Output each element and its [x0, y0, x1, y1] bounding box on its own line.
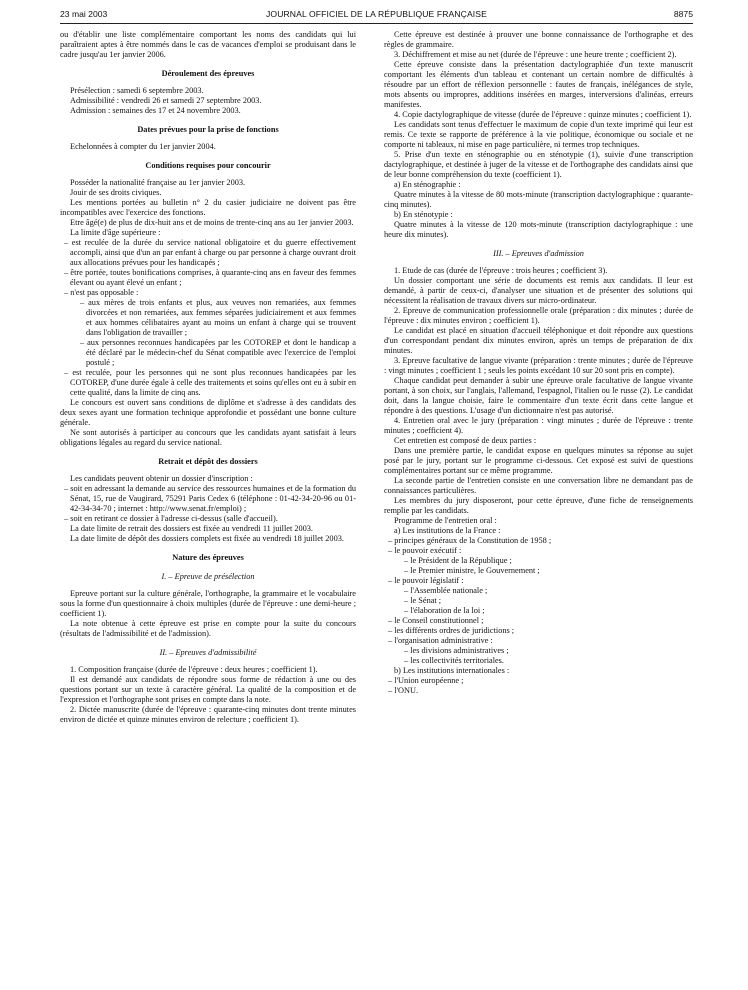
header-rule	[60, 23, 693, 24]
paragraph: La note obtenue à cette épreuve est prise en compte pour la suite du concours (résultats de l'admissibilité et de l'admission).	[60, 619, 356, 638]
list-item: – soit en adressant la demande au service des ressources humaines et de la formation du Sénat, 15, rue de Vaugirard, 75291 Paris Cedex 6 (téléphone : 01-42-34-20-96 ou 01-42-34-34-70 ; internet : http://www.senat.fr/emploi) ;	[64, 484, 356, 513]
list-item: – n'est pas opposable :	[64, 288, 139, 297]
list-subitem: – le Sénat ;	[404, 596, 442, 605]
paragraph: Dans une première partie, le candidat expose en quelques minutes sa réponse au sujet posé par le jury, portant sur le programme ci-dessous. Cet exposé est suivi de questions complémentaires portant sur ce même programme.	[384, 446, 693, 475]
paragraph: 1. Composition française (durée de l'épreuve : deux heures ; coefficient 1).	[70, 665, 318, 674]
paragraph: 5. Prise d'un texte en sténographie ou en sténotypie (1), suivie d'une transcription dactylographique, et destinée à juger de la vitesse et de l'orthographe des candidats ainsi que de leur bonne compréhension du texte (coefficient 1).	[384, 150, 693, 179]
paragraph: Le candidat est placé en situation d'accueil téléphonique et doit répondre aux questions d'un correspondant pendant dix minutes environ, après un temps de préparation de dix minutes.	[384, 326, 693, 355]
deroulement-line: Admissibilité : vendredi 26 et samedi 27 septembre 2003.	[70, 96, 262, 105]
list-item: – le pouvoir exécutif :	[388, 546, 462, 555]
paragraph: Les membres du jury disposeront, pour cette épreuve, d'une fiche de renseignements remplie par les candidats.	[384, 496, 693, 515]
paragraph: Cette épreuve consiste dans la présentation dactylographiée d'un texte manuscrit comportant les éléments d'un tableau et contenant un certain nombre de difficultés à résoudre par un effort de réflexion personnelle : fautes de français, inélégances de style, mots absents ou impropres, additions insérées en marges, interversions d'alinéas, erreurs manifestes.	[384, 60, 693, 109]
list-item: – être portée, toutes bonifications comprises, à quarante-cinq ans en faveur des femmes élevant ou ayant élevé un enfant ;	[64, 268, 356, 287]
list-item: – l'ONU.	[388, 686, 419, 695]
left-column	[60, 30, 356, 725]
dates-text: Echelonnées à compter du 1er janvier 2004.	[70, 142, 216, 151]
paragraph: Ne sont autorisés à participer au concours que les candidats ayant satisfait à leurs obligations légales au regard du service national.	[60, 428, 356, 447]
list-subitem: – l'Assemblée nationale ;	[404, 586, 488, 595]
paragraph: Les candidats peuvent obtenir un dossier d'inscription :	[70, 474, 253, 483]
deroulement-line: Admission : semaines des 17 et 24 novembre 2003.	[70, 106, 241, 115]
header-page-number: 8875	[673, 9, 693, 19]
header-date: 23 mai 2003	[60, 9, 108, 19]
paragraph: a) En sténographie :	[394, 180, 461, 189]
paragraph: Les mentions portées au bulletin n° 2 du casier judiciaire ne doivent pas être incompatibles avec l'exercice des fonctions.	[60, 198, 356, 217]
deroulement-line: Présélection : samedi 6 septembre 2003.	[70, 86, 204, 95]
paragraph: 4. Entretien oral avec le jury (préparation : vingt minutes ; durée de l'épreuve : trente minutes ; coefficient 4).	[384, 416, 693, 435]
paragraph: Jouir de ses droits civiques.	[70, 188, 162, 197]
subheading-preselection: I. – Epreuve de présélection	[161, 572, 255, 581]
paragraph: 3. Déchiffrement et mise au net (durée de l'épreuve : une heure trente ; coefficient 2).	[394, 50, 677, 59]
list-item: – soit en retirant ce dossier à l'adresse ci-dessus (salle d'accueil).	[64, 514, 278, 523]
paragraph: Posséder la nationalité française au 1er janvier 2003.	[70, 178, 246, 187]
list-item: – l'organisation administrative :	[388, 636, 493, 645]
paragraph: b) Les institutions internationales :	[394, 666, 510, 675]
heading-deroulement: Déroulement des épreuves	[161, 69, 255, 78]
list-item: – le Conseil constitutionnel ;	[388, 616, 484, 625]
paragraph: Un dossier comportant une série de documents est remis aux candidats. Il leur est demandé, à partir de ceux-ci, d'analyser une situation et de présenter des solutions qui nécessitent la réalisation de travaux divers sur micro-ordinateur.	[384, 276, 693, 305]
subheading-admission: III. – Epreuves d'admission	[493, 249, 584, 258]
paragraph: Programme de l'entretien oral :	[394, 516, 497, 525]
list-subitem: – le Premier ministre, le Gouvernement ;	[404, 566, 540, 575]
heading-retrait: Retrait et dépôt des dossiers	[158, 457, 258, 466]
list-subitem: – aux personnes reconnues handicapées par les COTOREP et dont le handicap a été déclaré par le médecin-chef du Sénat compatible avec l'exercice de l'emploi postulé ;	[80, 338, 356, 367]
list-item: – principes généraux de la Constitution de 1958 ;	[388, 536, 552, 545]
list-item: – l'Union européenne ;	[388, 676, 464, 685]
list-subitem: – l'élaboration de la loi ;	[404, 606, 485, 615]
paragraph: La date limite de dépôt des dossiers complets est fixée au vendredi 18 juillet 2003.	[70, 534, 344, 543]
header-title: JOURNAL OFFICIEL DE LA RÉPUBLIQUE FRANÇAISE	[266, 9, 487, 19]
paragraph: Cet entretien est composé de deux parties :	[394, 436, 537, 445]
heading-nature: Nature des épreuves	[172, 553, 244, 562]
heading-conditions: Conditions requises pour concourir	[145, 161, 271, 170]
list-item: – est reculée, pour les personnes qui ne sont plus reconnues handicapées par les COTOREP, d'une durée égale à celle des traitements et soins qu'elles ont eu à subir en cette qualité, dans la limite de cinq ans.	[64, 368, 356, 397]
subheading-admissibilite: II. – Epreuves d'admissibilité	[159, 648, 257, 657]
paragraph: La date limite de retrait des dossiers est fixée au vendredi 11 juillet 2003.	[70, 524, 313, 533]
paragraph: Etre âgé(e) de plus de dix-huit ans et de moins de trente-cinq ans au 1er janvier 2003.	[70, 218, 354, 227]
paragraph: Il est demandé aux candidats de répondre sous forme de rédaction à une ou des questions portant sur un texte à caractère général. La qualité de la composition et de l'expression et l'orthographe sont prises en compte dans la note.	[60, 675, 356, 704]
paragraph: 2. Dictée manuscrite (durée de l'épreuve : quarante-cinq minutes dont trente minutes environ de dictée et quinze minutes environ de relecture ; coefficient 1).	[60, 705, 356, 724]
heading-dates: Dates prévues pour la prise de fonctions	[137, 125, 279, 134]
paragraph: Cette épreuve est destinée à prouver une bonne connaissance de l'orthographe et des règles de grammaire.	[384, 30, 693, 49]
list-subitem: – les collectivités territoriales.	[404, 656, 504, 665]
paragraph: Le concours est ouvert sans conditions de diplôme et s'adresse à des candidats des deux sexes ayant une formation technique approfondie et possédant une bonne culture générale.	[60, 398, 356, 427]
paragraph: Les candidats sont tenus d'effectuer le maximum de copie d'un texte imprimé qui leur est remis. Ce texte se rapporte de préférence à la vie politique, économique ou sociale et ne comporte ni tableaux, ni mise en page particulière, ni termes trop techniques.	[384, 120, 693, 149]
paragraph: Quatre minutes à la vitesse de 120 mots-minute (transcription dactylographique : une heure dix minutes).	[384, 220, 693, 239]
list-item: – est reculée de la durée du service national obligatoire et du guerre effectivement accompli, ainsi que d'un an par enfant à charge ou par personne à charge ouvrant droit aux allocations prévues pour les handicapés ;	[64, 238, 356, 267]
right-column	[384, 30, 693, 696]
paragraph: 4. Copie dactylographique de vitesse (durée de l'épreuve : quinze minutes ; coefficient 1).	[394, 110, 692, 119]
list-item: – le pouvoir législatif :	[388, 576, 464, 585]
intro-paragraph: ou d'établir une liste complémentaire comportant les noms des candidats qui lui paraîtraient aptes à être nommés dans le cas de vacances d'emploi se produisant dans le cadre jusqu'au 1er janvier 2006.	[60, 30, 356, 59]
paragraph: 2. Epreuve de communication professionnelle orale (préparation : dix minutes ; durée de l'épreuve : dix minutes environ ; coefficient 1).	[384, 306, 693, 325]
paragraph: Epreuve portant sur la culture générale, l'orthographe, la grammaire et le vocabulaire sous la forme d'un questionnaire à choix multiples (durée de l'épreuve : une demi-heure ; coefficient 1).	[60, 589, 356, 618]
page-header	[60, 9, 693, 23]
paragraph: 3. Epreuve facultative de langue vivante (préparation : trente minutes ; durée de l'épreuve : vingt minutes ; coefficient 1 ; seuls les points excédant 10 sur 20 sont pris en compte).	[384, 356, 693, 375]
list-item: – les différents ordres de juridictions ;	[388, 626, 515, 635]
paragraph: La seconde partie de l'entretien consiste en une conversation libre ne demandant pas de connaissances particulières.	[384, 476, 693, 495]
paragraph: La limite d'âge supérieure :	[70, 228, 161, 237]
paragraph: Chaque candidat peut demander à subir une épreuve orale facultative de langue vivante portant, à son choix, sur l'anglais, l'allemand, l'espagnol, l'italien ou le russe (2). Le candidat doit, dans la langue choisie, faire le commentaire d'un texte écrit dans cette langue et répondre à des questions. L'usage d'un dictionnaire n'est pas autorisé.	[384, 376, 693, 415]
paragraph: b) En sténotypie :	[394, 210, 453, 219]
list-subitem: – les divisions administratives ;	[404, 646, 509, 655]
paragraph: a) Les institutions de la France :	[394, 526, 501, 535]
list-subitem: – le Président de la République ;	[404, 556, 512, 565]
paragraph: Quatre minutes à la vitesse de 80 mots-minute (transcription dactylographique : quarante-cinq minutes).	[384, 190, 693, 209]
paragraph: 1. Etude de cas (durée de l'épreuve : trois heures ; coefficient 3).	[394, 266, 608, 275]
list-subitem: – aux mères de trois enfants et plus, aux veuves non remariées, aux femmes divorcées et non remariées, aux femmes séparées judiciairement et aux femmes et aux hommes célibataires ayant au moins un enfant à charge qui se trouvent dans l'obligation de travailler ;	[80, 298, 356, 337]
